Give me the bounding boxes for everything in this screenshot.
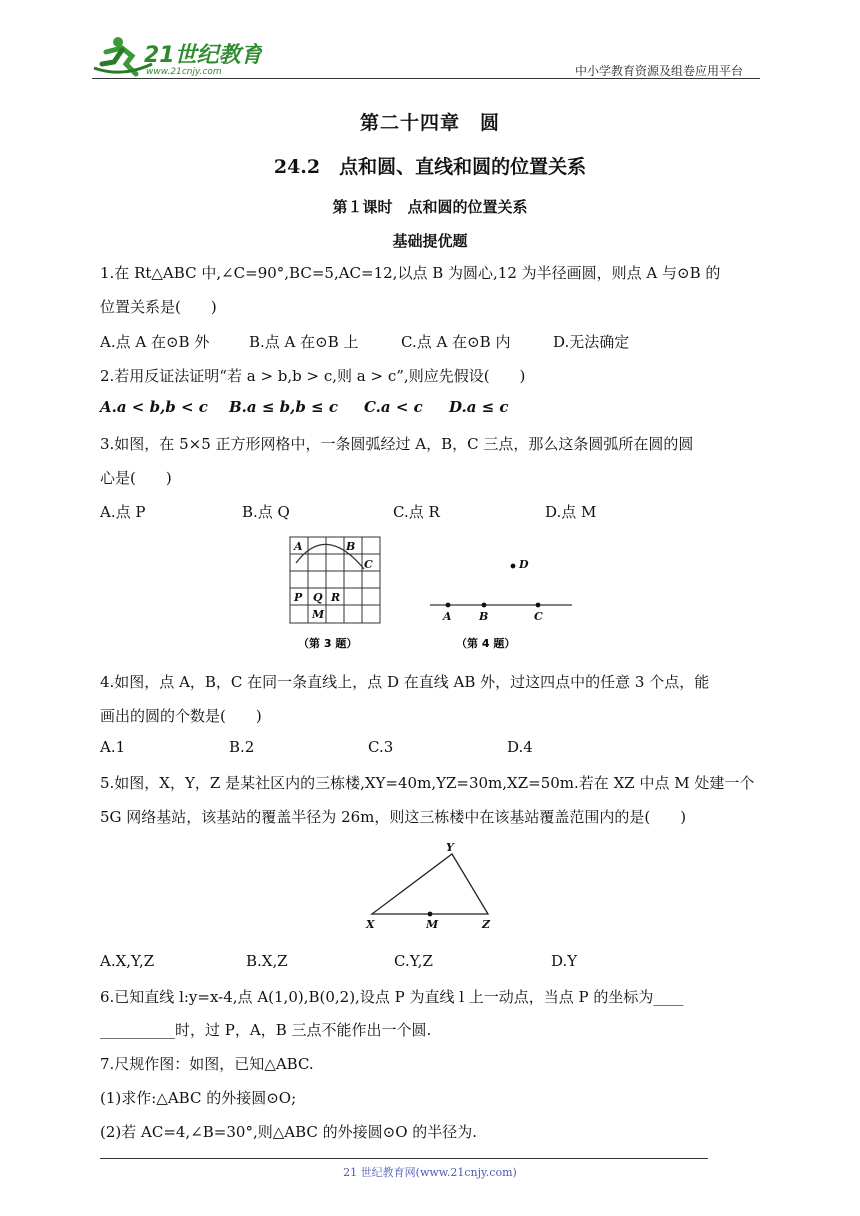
q5-option-d: D.Y [551,952,578,970]
fig3-label-a: A [294,540,303,553]
q7-stem: 7.尺规作图：如图，已知△ABC. [100,1055,314,1073]
q7-part2: (2)若 AC=4,∠B=30°,则△ABC 的外接圆⊙O 的半径为. [100,1123,478,1141]
footer-divider [100,1158,708,1159]
q4-stem-line1: 4.如图，点 A，B，C 在同一条直线上，点 D 在直线 AB 外，过这四点中的任意 3 个点，能 [100,673,710,691]
site-logo [92,34,262,80]
q2-option-b: B.a ≤ b,b ≤ c [229,398,338,416]
q1-option-d: D.无法确定 [553,333,630,351]
q4-option-b: B.2 [229,738,255,756]
fig5-label-z: Z [482,918,491,931]
fig5-label-x: X [366,918,375,931]
q4-option-a: A.1 [100,738,126,756]
fig3-label-c: C [364,558,373,571]
fig3-label-m: M [312,608,325,621]
svg-text:www.21cnjy.com: www.21cnjy.com [146,67,222,77]
fig4-point-d [511,564,516,569]
fig4-label-a: A [443,610,452,623]
q2-option-a: A.a < b,b < c [100,398,208,416]
q3-stem-line2: 心是( ) [100,469,172,487]
fig3-label-p: P [294,591,303,604]
q6-stem-line1: 6.已知直线 l:y=x-4,点 A(1,0),B(0,2),设点 P 为直线 l 上一动点，当点 P 的坐标为____ [100,988,684,1006]
fig4-label-d: D [519,558,529,571]
q7-part1: (1)求作:△ABC 的外接圆⊙O; [100,1089,297,1107]
fig5-label-y: Y [446,841,454,854]
fig4-point-b [482,603,487,608]
q1-option-c: C.点 A 在⊙B 内 [401,333,511,351]
q1-option-a: A.点 A 在⊙B 外 [100,333,210,351]
q3-option-c: C.点 R [393,503,440,521]
category-title: 基础提优题 [392,232,468,250]
q3-option-a: A.点 P [100,503,146,521]
q1-option-b: B.点 A 在⊙B 上 [249,333,359,351]
q3-stem-line1: 3.如图，在 5×5 正方形网格中，一条圆弧经过 A，B，C 三点，那么这条圆弧所在圆的圆 [100,435,694,453]
q5-option-b: B.X,Z [246,952,288,970]
fig4-point-c [536,603,541,608]
q2-stem: 2.若用反证法证明“若 a > b,b > c,则 a > c”,则应先假设( ) [100,367,526,385]
q5-stem-line2: 5G 网络基站，该基站的覆盖半径为 26m，则这三栋楼中在该基站覆盖范围内的是( ) [100,808,687,826]
fig4-label-b: B [479,610,489,623]
section-title: 24.2 点和圆、直线和圆的位置关系 [273,156,587,178]
svg-text:21世纪教育: 21世纪教育 [144,43,262,68]
q4-stem-line2: 画出的圆的个数是( ) [100,707,262,725]
fig3-label-r: R [331,591,341,604]
figure-3-caption: （第 3 题） [298,637,358,650]
fig5-point-m [428,912,433,917]
runner-logo-icon [92,34,262,80]
figure-4-line [426,553,576,659]
fig3-label-b: B [346,540,356,553]
figure-3-grid [286,533,386,659]
fig5-label-m: M [426,918,439,931]
lesson-title: 第１课时 点和圆的位置关系 [332,198,528,216]
footer-site-link[interactable]: 21 世纪教育网(www.21cnjy.com) [343,1166,517,1179]
header-divider [92,78,760,79]
platform-name: 中小学教育资源及组卷应用平台 [575,64,744,78]
q5-option-a: A.X,Y,Z [100,952,155,970]
q3-option-d: D.点 M [545,503,597,521]
figure-4-caption: （第 4 题） [456,637,516,650]
q1-stem-line2: 位置关系是( ) [100,298,217,316]
q5-stem-line1: 5.如图，X，Y，Z 是某社区内的三栋楼,XY=40m,YZ=30m,XZ=50m.若在 XZ 中点 M 处建一个 [100,774,755,792]
chapter-title: 第二十四章 圆 [359,112,500,134]
q2-option-c: C.a < c [364,398,423,416]
fig4-point-a [446,603,451,608]
fig4-label-c: C [534,610,543,623]
q1-stem-line1: 1.在 Rt△ABC 中,∠C=90°,BC=5,AC=12,以点 B 为圆心,12 为半径画圆，则点 A 与⊙B 的 [100,264,721,282]
q3-option-b: B.点 Q [242,503,290,521]
q4-option-c: C.3 [368,738,394,756]
figure-5-triangle [360,838,500,934]
q5-option-c: C.Y,Z [394,952,433,970]
fig3-label-q: Q [313,591,323,604]
q4-option-d: D.4 [507,738,533,756]
q6-stem-line2: __________时，过 P，A，B 三点不能作出一个圆. [100,1021,432,1039]
q2-option-d: D.a ≤ c [449,398,509,416]
